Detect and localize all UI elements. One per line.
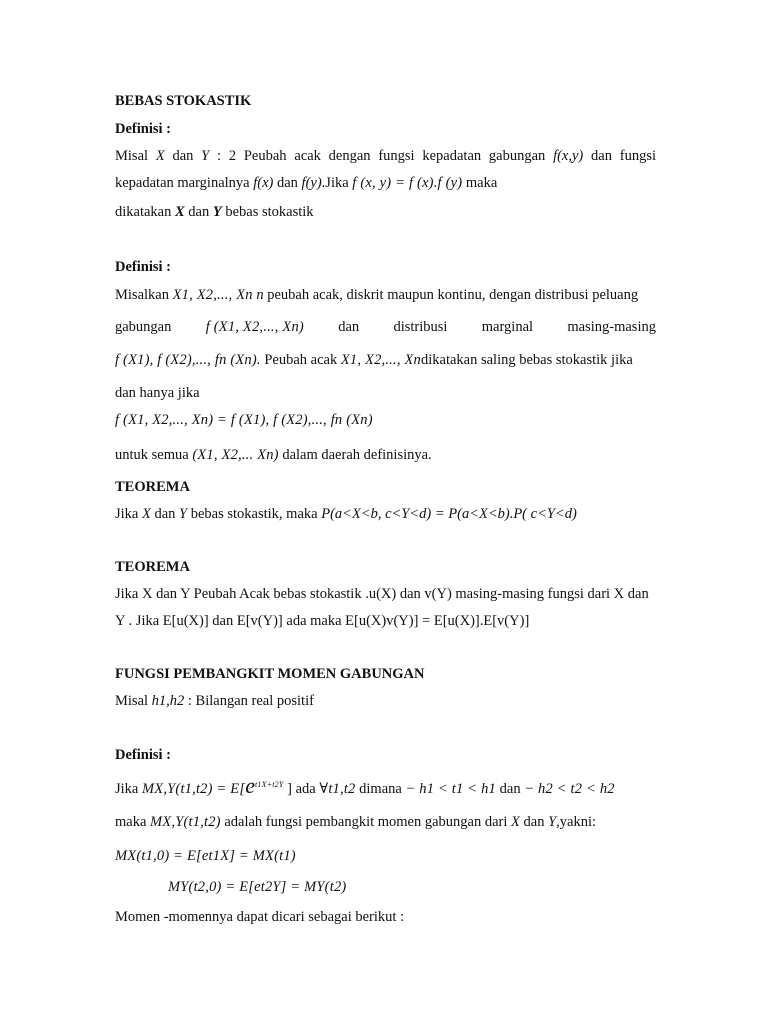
mgf-marginal-x-equation: MX(t1,0) = E[et1X] = MX(t1) [115, 848, 296, 864]
section-title-fungsi-pembangkit: FUNGSI PEMBANGKIT MOMEN GABUNGAN [115, 666, 425, 682]
definition-3-line-2: maka MX,Y(t1,t2) adalah fungsi pembangkit momen gabungan dari X dan Y,yakni: [115, 814, 597, 830]
mgf-marginal-y-equation: MY(t2,0) = E[et2Y] = MY(t2) [168, 879, 347, 895]
independence-equation: f (x, y) = f (x).f (y) [352, 175, 463, 191]
definition-2-line-3: f (X1), f (X2),..., fn (Xn). Peubah acak X1, X2,..., Xndikatakan saling bebas stokastik jika [115, 352, 633, 368]
random-variables-list: X1, X2,..., Xn [172, 287, 253, 303]
definition-1-line-1: Misal X dan Y : 2 Peubah acak dengan fungsi kepadatan gabungan f(x,y) dan fungsi [115, 148, 656, 164]
definition-heading-3: Definisi : [115, 747, 171, 763]
section-3-line-1: Misal h1,h2 : Bilangan real positif [115, 693, 314, 709]
definition-2-line-4: dan hanya jika [115, 385, 200, 401]
definition-heading-2: Definisi : [115, 259, 171, 275]
theorem-heading-2: TEOREMA [115, 559, 190, 575]
definition-2-line-2: gabungan f (X1, X2,..., Xn) dan distribusi marginal masing-masing [115, 319, 656, 335]
section-title-bebas-stokastik: BEBAS STOKASTIK [115, 93, 252, 109]
theorem-2-line-2: Y . Jika E[u(X)] dan E[v(Y)] ada maka E[u(X)v(Y)] = E[u(X)].E[v(Y)] [115, 613, 530, 629]
definition-2-line-6: untuk semua (X1, X2,... Xn) dalam daerah definisinya. [115, 447, 432, 463]
definition-heading-1: Definisi : [115, 121, 171, 137]
theorem-heading-1: TEOREMA [115, 479, 190, 495]
probability-equation: P(a<X<b, c<Y<d) = P(a<X<b).P( c<Y<d) [321, 506, 577, 522]
theorem-2-line-1: Jika X dan Y Peubah Acak bebas stokastik .u(X) dan v(Y) masing-masing fungsi dari X dan [115, 586, 649, 602]
joint-density-expression: f (X1, X2,..., Xn) [205, 319, 304, 335]
marginal-densities-expression: f (X1), f (X2),..., fn (Xn). [115, 352, 261, 368]
definition-2-line-1: Misalkan X1, X2,..., Xn n peubah acak, diskrit maupun kontinu, dengan distribusi peluang [115, 287, 639, 303]
theorem-1-statement: Jika X dan Y bebas stokastik, maka P(a<X<b, c<Y<d) = P(a<X<b).P( c<Y<d) [115, 506, 577, 522]
mutual-independence-equation: f (X1, X2,..., Xn) = f (X1), f (X2),..., fn (Xn) [115, 412, 373, 428]
definition-1-line-3: dikatakan X dan Y bebas stokastik [115, 204, 314, 220]
definition-3-line-1: Jika $MX,Y(t1,t2) = E[e^{t1X+t2Y}$ ] ada ∀t1,t2 dimana − h1 < t1 < h1 dan − h2 < t2 < h2 [115, 772, 615, 798]
moments-intro-line: Momen -momennya dapat dicari sebagai berikut : [115, 909, 405, 925]
definition-1-line-2: kepadatan marginalnya f(x) dan f(y).Jika f (x, y) = f (x).f (y) maka [115, 175, 498, 191]
